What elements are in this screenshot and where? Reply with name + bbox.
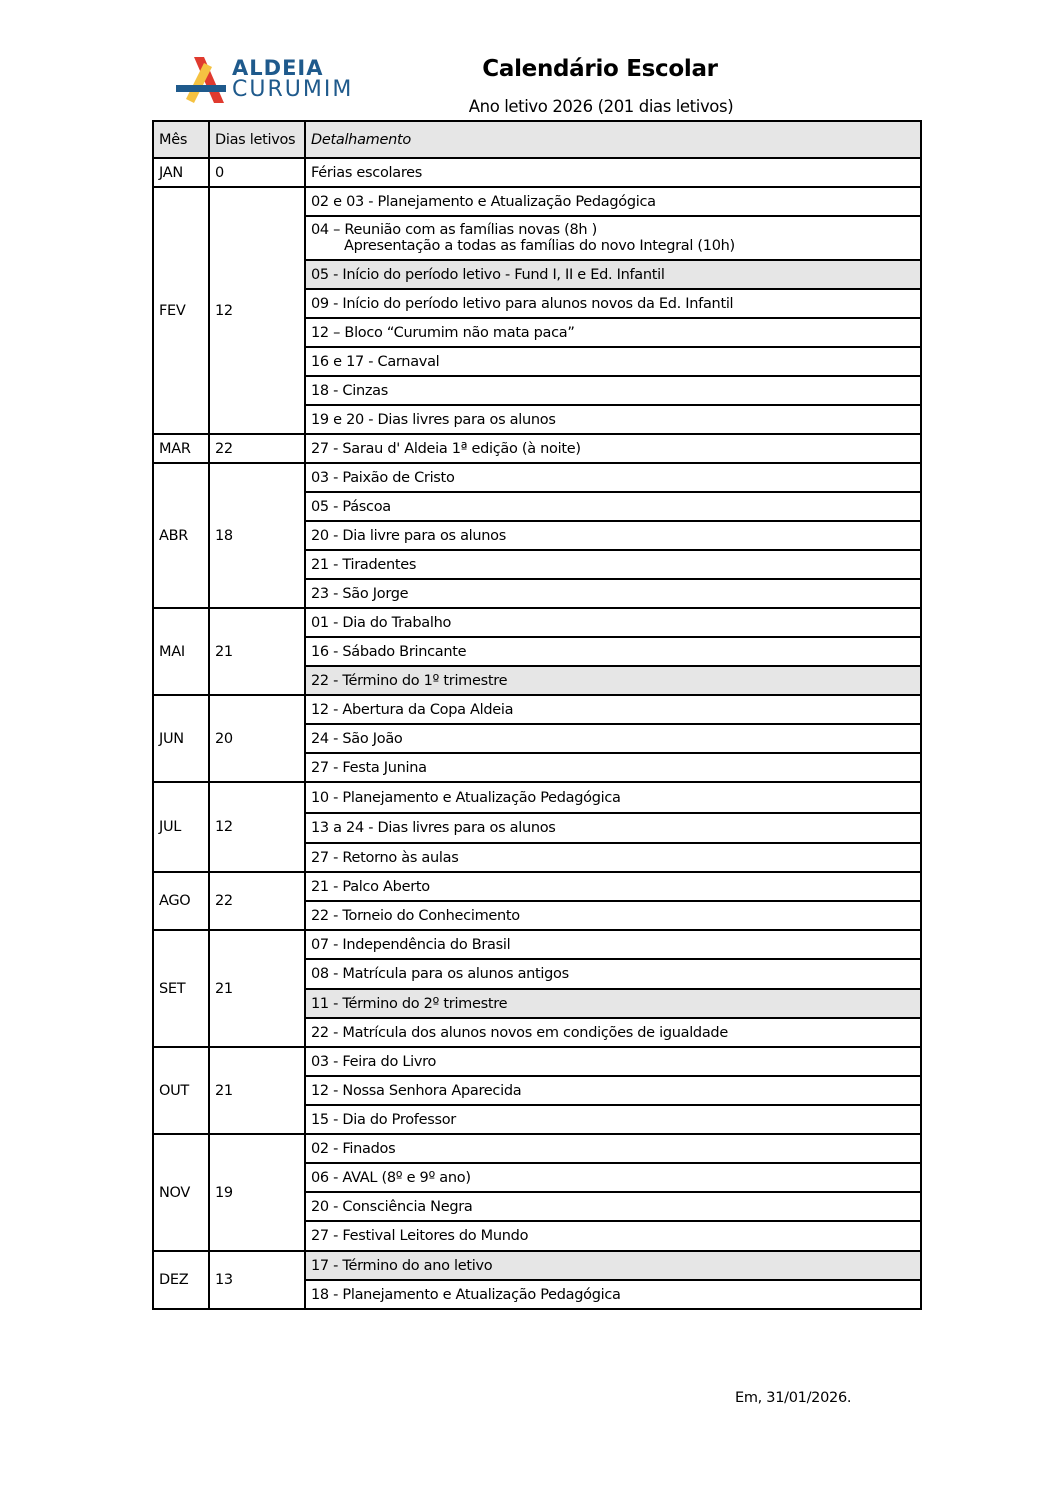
event-cell — [305, 289, 921, 318]
event-cell — [305, 753, 921, 782]
event-text: 09 - Início do período letivo para alunos novos da Ed. Infantil — [311, 295, 734, 312]
event-cell — [305, 1163, 921, 1192]
month-cell: OUT — [153, 1047, 209, 1134]
event-text: 02 - Finados — [311, 1140, 396, 1157]
month-cell: MAI — [153, 608, 209, 695]
event-cell — [305, 434, 921, 463]
event-text: 11 - Término do 2º trimestre — [311, 995, 508, 1012]
month-cell: JUN — [153, 695, 209, 782]
event-text: 18 - Cinzas — [311, 382, 388, 399]
event-text: 22 - Término do 1º trimestre — [311, 672, 508, 689]
event-text: 03 - Paixão de Cristo — [311, 469, 455, 486]
school-days-cell: 12 — [209, 782, 305, 872]
event-text: 18 - Planejamento e Atualização Pedagógica — [311, 1286, 621, 1303]
event-cell — [305, 1076, 921, 1105]
event-cell — [305, 463, 921, 492]
issue-date: Em, 31/01/2026. — [735, 1390, 852, 1406]
table-header-row — [153, 121, 921, 158]
event-cell — [305, 347, 921, 376]
month-cell: JUL — [153, 782, 209, 872]
event-text: 27 - Retorno às aulas — [311, 849, 459, 866]
event-cell — [305, 989, 921, 1018]
event-text: 02 e 03 - Planejamento e Atualização Pedagógica — [311, 193, 656, 210]
event-cell — [305, 579, 921, 608]
page-title: Calendário Escolar — [482, 56, 718, 82]
event-text: 05 - Início do período letivo - Fund I, II e Ed. Infantil — [311, 266, 665, 283]
event-text: 16 - Sábado Brincante — [311, 643, 467, 660]
school-days-cell: 22 — [209, 434, 305, 463]
month-cell: NOV — [153, 1134, 209, 1251]
month-cell: ABR — [153, 463, 209, 608]
event-cell — [305, 637, 921, 666]
month-cell: DEZ — [153, 1251, 209, 1309]
school-days-cell: 19 — [209, 1134, 305, 1251]
school-days-cell: 13 — [209, 1251, 305, 1309]
event-text: 01 - Dia do Trabalho — [311, 614, 452, 631]
event-cell — [305, 1251, 921, 1280]
event-cell — [305, 492, 921, 521]
event-text: 21 - Palco Aberto — [311, 878, 430, 895]
event-cell — [305, 666, 921, 695]
calendar-row — [153, 1047, 921, 1076]
event-cell — [305, 376, 921, 405]
event-cell — [305, 1280, 921, 1309]
event-text: 10 - Planejamento e Atualização Pedagógica — [311, 789, 621, 806]
event-text: 23 - São Jorge — [311, 585, 409, 602]
event-text: 27 - Festival Leitores do Mundo — [311, 1228, 529, 1244]
event-text: 21 - Tiradentes — [311, 556, 417, 573]
event-cell — [305, 724, 921, 753]
column-header-school-days: Dias letivos — [209, 121, 305, 158]
calendar-row — [153, 872, 921, 901]
school-days-cell: 21 — [209, 930, 305, 1047]
event-text: 16 e 17 - Carnaval — [311, 353, 440, 370]
aldeia-curumim-logo-mark — [174, 55, 230, 107]
calendar-row — [153, 608, 921, 637]
column-header-details: Detalhamento — [305, 121, 921, 158]
school-days-cell: 21 — [209, 1047, 305, 1134]
event-cell — [305, 813, 921, 843]
school-days-cell: 12 — [209, 187, 305, 434]
logo-line-1: ALDEIA — [232, 56, 324, 80]
event-cell — [305, 260, 921, 289]
event-text: 06 - AVAL (8º e 9º ano) — [311, 1169, 471, 1186]
event-text: 19 e 20 - Dias livres para os alunos — [311, 411, 556, 428]
event-cell — [305, 216, 921, 260]
event-text: 12 – Bloco “Curumim não mata paca” — [311, 324, 575, 341]
school-days-cell: 21 — [209, 608, 305, 695]
event-text: 08 - Matrícula para os alunos antigos — [311, 966, 569, 982]
event-cell — [305, 521, 921, 550]
event-cell — [305, 187, 921, 216]
event-cell — [305, 1047, 921, 1076]
calendar-row — [153, 695, 921, 724]
event-cell — [305, 550, 921, 579]
event-cell — [305, 608, 921, 637]
calendar-row — [153, 930, 921, 959]
event-text: 22 - Torneio do Conhecimento — [311, 907, 520, 924]
event-text: 13 a 24 - Dias livres para os alunos — [311, 820, 556, 836]
event-cell — [305, 158, 921, 187]
event-text: 20 - Dia livre para os alunos — [311, 527, 507, 544]
event-cell — [305, 843, 921, 872]
month-cell: SET — [153, 930, 209, 1047]
school-days-cell: 22 — [209, 872, 305, 930]
event-cell — [305, 1018, 921, 1047]
event-text: 15 - Dia do Professor — [311, 1111, 456, 1128]
month-cell: AGO — [153, 872, 209, 930]
event-text: 12 - Abertura da Copa Aldeia — [311, 701, 514, 718]
event-cell — [305, 695, 921, 724]
event-text: 05 - Páscoa — [311, 498, 391, 515]
event-text: 27 - Sarau d' Aldeia 1ª edição (à noite) — [311, 440, 581, 457]
month-cell: FEV — [153, 187, 209, 434]
school-days-cell: 0 — [209, 158, 305, 187]
event-text: 03 - Feira do Livro — [311, 1053, 437, 1070]
event-cell — [305, 901, 921, 930]
calendar-row — [153, 1251, 921, 1280]
event-text: 07 - Independência do Brasil — [311, 936, 511, 953]
event-cell — [305, 318, 921, 347]
school-days-cell: 20 — [209, 695, 305, 782]
event-cell — [305, 1134, 921, 1163]
calendar-row — [153, 463, 921, 492]
calendar-row — [153, 782, 921, 813]
event-text: 12 - Nossa Senhora Aparecida — [311, 1082, 522, 1099]
school-days-cell: 18 — [209, 463, 305, 608]
event-text: 04 – Reunião com as famílias novas (8h ) — [311, 222, 597, 238]
column-header-month: Mês — [153, 121, 209, 158]
event-subtext: Apresentação a todas as famílias do novo Integral (10h) — [344, 238, 735, 254]
calendar-row — [153, 434, 921, 463]
event-cell — [305, 1192, 921, 1221]
event-text: Férias escolares — [311, 164, 423, 181]
event-text: 22 - Matrícula dos alunos novos em condições de igualdade — [311, 1024, 728, 1041]
event-cell — [305, 872, 921, 901]
event-cell — [305, 1105, 921, 1134]
event-cell — [305, 405, 921, 434]
month-cell: JAN — [153, 158, 209, 187]
logo-line-2: CURUMIM — [232, 77, 354, 102]
calendar-row — [153, 1134, 921, 1163]
event-text: 27 - Festa Junina — [311, 759, 427, 776]
event-text: 20 - Consciência Negra — [311, 1198, 473, 1215]
event-text: 17 - Término do ano letivo — [311, 1257, 493, 1274]
school-calendar-table — [152, 120, 922, 1310]
month-cell: MAR — [153, 434, 209, 463]
event-cell — [305, 782, 921, 813]
event-text: 24 - São João — [311, 730, 403, 747]
school-logo — [174, 55, 374, 107]
calendar-row — [153, 187, 921, 216]
calendar-row — [153, 158, 921, 187]
calendar-body — [153, 158, 921, 1309]
event-cell — [305, 959, 921, 989]
logo-wordmark — [232, 57, 353, 101]
event-cell — [305, 1221, 921, 1251]
event-cell — [305, 930, 921, 959]
page-subtitle: Ano letivo 2026 (201 dias letivos) — [468, 97, 734, 116]
